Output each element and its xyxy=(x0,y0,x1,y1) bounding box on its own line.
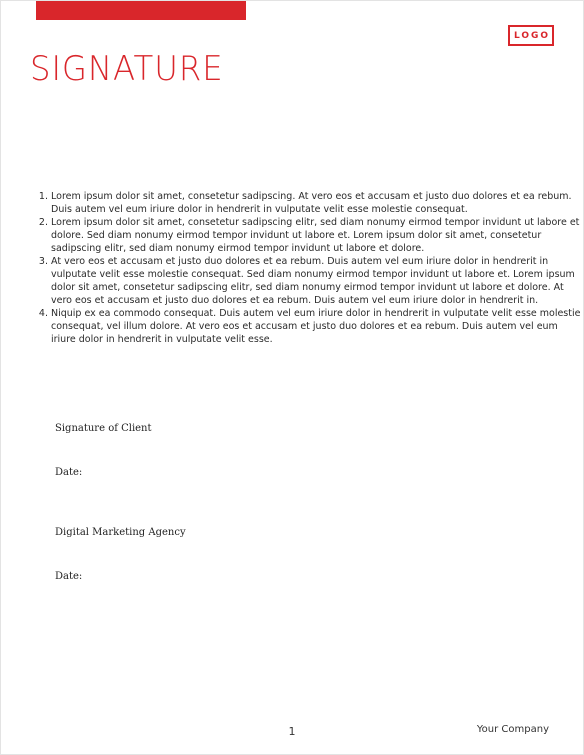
client-signature-label: Signature of Client xyxy=(55,423,152,434)
agency-signature-label: Digital Marketing Agency xyxy=(55,527,186,538)
list-item: 3. At vero eos et accusam et justo duo dolores et ea rebum. Duis autem vel eum iriure dolor in hendrerit in vulputate velit esse molestie consequat. Sed diam nonumy eirmod tempor invidunt ut labore et. Lorem ipsum dolor sit amet, consetetur sadipscing elitr, sed diam nonumy eirmod tempor invidunt ut labore et dolore. At vero eos et accusam et justo duo dolores et ea rebum. Duis autem vel eum iriure dolor in hendrerit in. xyxy=(51,255,581,307)
list-item: 4. Niquip ex ea commodo consequat. Duis autem vel eum iriure dolor in hendrerit in vulputate velit esse molestie consequat, vel illum dolore. At vero eos et accusam et justo duo dolores et ea rebum. Duis autem vel eum iriure dolor in hendrerit in vulputate velit esse. xyxy=(51,307,581,346)
list-item: 2. Lorem ipsum dolor sit amet, consetetur sadipscing elitr, sed diam nonumy eirmod tempor invidunt ut labore et dolore. Sed diam nonumy eirmod tempor invidunt ut labore et. Lorem ipsum dolor sit amet, consetetur sadipscing elitr, sed diam nonumy eirmod tempor invidunt ut labore et dolore. xyxy=(51,216,581,255)
page-number: 1 xyxy=(288,725,296,738)
client-date-label: Date: xyxy=(55,467,83,478)
agency-date-label: Date: xyxy=(55,571,83,582)
list-item: 1. Lorem ipsum dolor sit amet, consetetur sadipscing. At vero eos et accusam et justo duo dolores et ea rebum. Duis autem vel eum iriure dolor in hendrerit in vulputate velit esse molestie consequat. xyxy=(51,190,581,216)
logo: LOGO xyxy=(508,25,554,46)
footer-company-name: Your Company xyxy=(476,724,549,735)
terms-list xyxy=(22,190,581,346)
page-title: SIGNATURE xyxy=(30,49,224,89)
header-accent-bar xyxy=(36,1,246,20)
